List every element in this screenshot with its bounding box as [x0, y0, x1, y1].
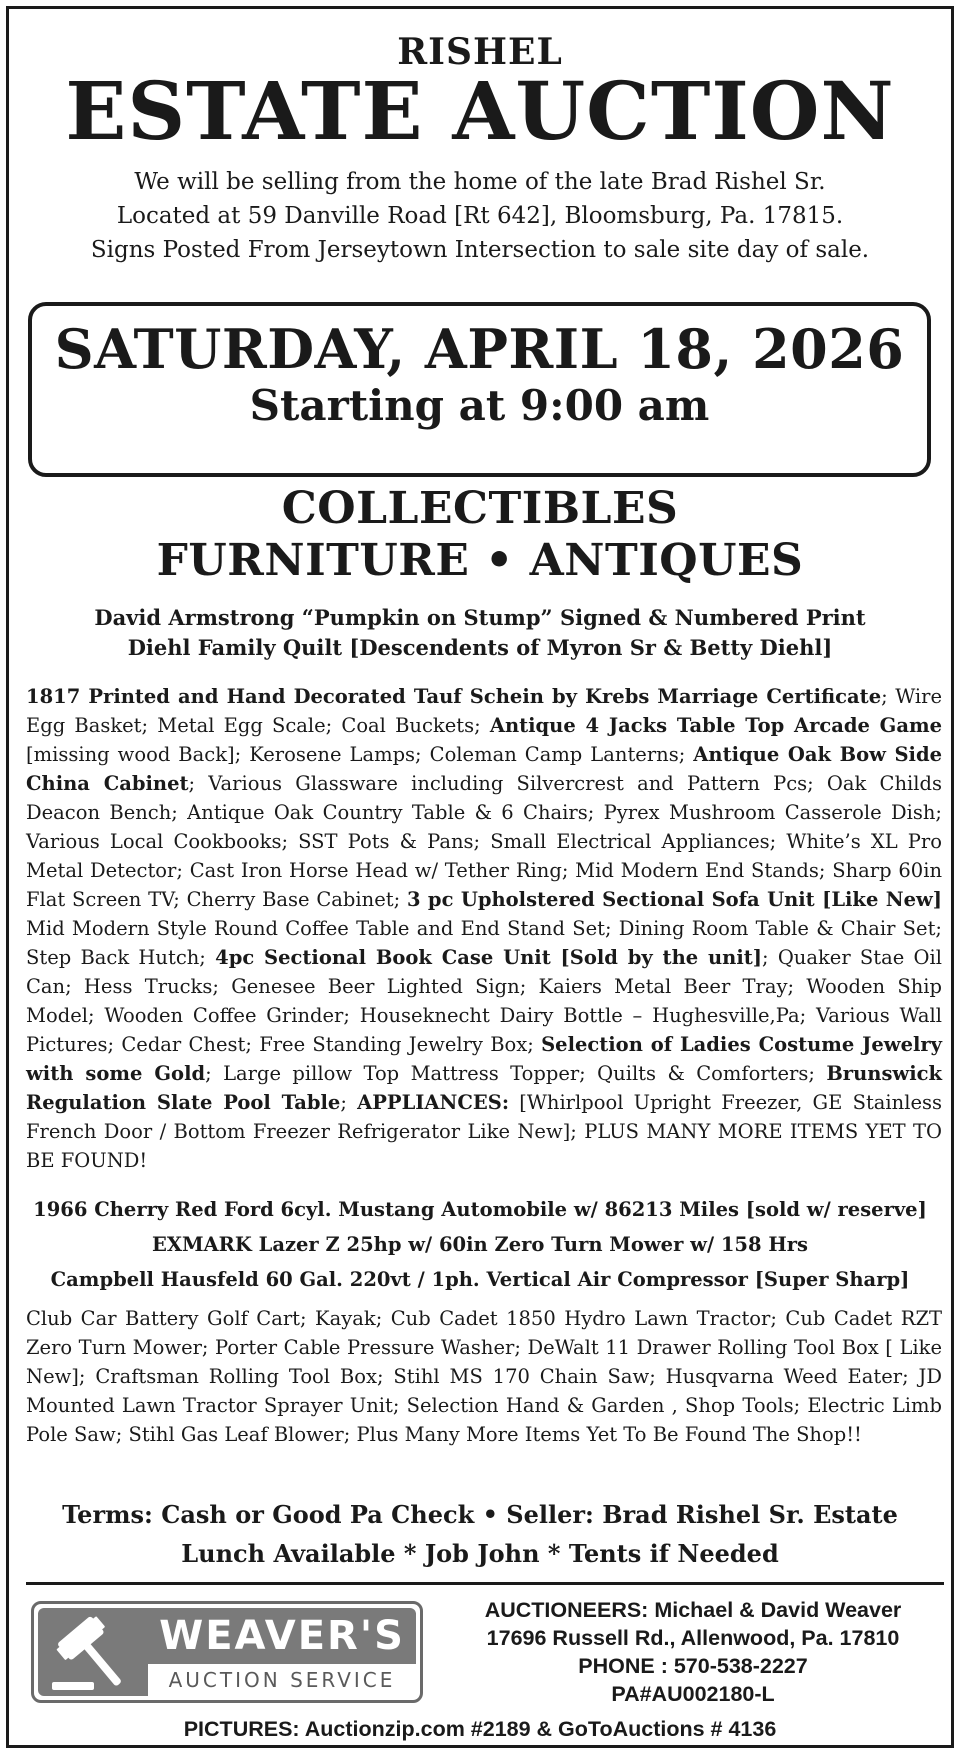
family-name: RISHEL [397, 31, 563, 73]
highlight-item: Antique Oak Bow Side China Cabinet [26, 743, 942, 795]
vehicle-item: EXMARK Lazer Z 25hp w/ 60in Zero Turn Mower w/ 158 Hrs [151, 1233, 809, 1256]
item-text: [Whirlpool Upright Freezer, GE Stainless French Door / Bottom Freezer Refrigerator Like New]; PLUS MANY MORE ITEMS YET TO BE FOUND! [26, 1091, 942, 1172]
gavel-icon [44, 1612, 142, 1694]
terms-line: Terms: Cash or Good Pa Check • Seller: Brad Rishel Sr. Estate [62, 1500, 898, 1529]
sale-time: Starting at 9:00 am [249, 381, 710, 431]
vehicle-item: Campbell Hausfeld 60 Gal. 220vt / 1ph. Vertical Air Compressor [Super Sharp] [50, 1268, 910, 1291]
auctioneer-phone: PHONE : 570-538-2227 [578, 1654, 808, 1678]
highlight-item: 4pc Sectional Book Case Unit [Sold by the unit] [215, 946, 762, 969]
featured-items [9, 603, 951, 663]
divider [26, 1582, 944, 1585]
auctioneer-address: 17696 Russell Rd., Allenwood, Pa. 17810 [486, 1626, 900, 1650]
highlight-item: 3 pc Upholstered Sectional Sofa Unit [Like New] [406, 888, 942, 911]
item-text: ; Wire Egg Basket; Metal Egg Scale; Coal Buckets; [26, 685, 942, 737]
highlight-item: Selection of Ladies Costume Jewelry with some Gold [26, 1033, 942, 1085]
featured-item: Diehl Family Quilt [Descendents of Myron Sr & Betty Diehl] [127, 635, 833, 660]
page-title: ESTATE AUCTION [65, 64, 895, 158]
item-text: ; Large pillow Top Mattress Topper; Quilts & Comforters; [205, 1062, 827, 1085]
terms-section [9, 1495, 951, 1573]
category-line: COLLECTIBLES [281, 483, 679, 534]
item-text: ; [340, 1091, 358, 1114]
highlight-item: Antique 4 Jacks Table Top Arcade Game [489, 714, 943, 737]
category-heading [9, 483, 951, 587]
vehicle-equipment-list [9, 1192, 951, 1297]
item-text: Mid Modern Style Round Coffee Table and End Stand Set; Dining Room Table & Chair Set; Step Back Hutch; [26, 917, 942, 969]
logo-subtitle: AUCTION SERVICE [168, 1668, 396, 1692]
info-line: Located at 59 Danville Road [Rt 642], Bloomsburg, Pa. 17815. [116, 203, 844, 229]
info-line: Signs Posted From Jerseytown Intersection to sale site day of sale. [90, 237, 870, 263]
pictures-info: PICTURES: Auctionzip.com #2189 & GoToAuctions # 4136 [183, 1717, 777, 1741]
weavers-logo [31, 1601, 423, 1703]
item-text: ; Various Glassware including Silvercrest and Pattern Pcs; Oak Childs Deacon Bench; Antique Oak Country Table & 6 Chairs; Pyrex Mushroom Casserole Dish; Various Local Cookbooks; SST Pots & Pans; Small Electrical Appliances; White’s XL Pro Metal Detector; Cast Iron Horse Head w/ Tether Ring; Mid Modern End Stands; Sharp 60in Flat Screen TV; Cherry Base Cabinet; [26, 772, 942, 911]
highlight-item: Brunswick Regulation Slate Pool Table [26, 1062, 942, 1114]
featured-item: David Armstrong “Pumpkin on Stump” Signed & Numbered Print [94, 605, 866, 630]
item-text: ; Quaker Stae Oil Can; Hess Trucks; Genesee Beer Lighted Sign; Kaiers Metal Beer Tray; Wooden Ship Model; Wooden Coffee Grinder; Houseknecht Dairy Bottle – Hughesville,Pa; Various Wall Pictures; Cedar Chest; Free Standing Jewelry Box; [26, 946, 942, 1056]
highlight-item: APPLIANCES: [357, 1091, 510, 1114]
highlight-item: 1817 Printed and Hand Decorated Tauf Schein by Krebs Marriage Certificate [26, 685, 882, 708]
auctioneer-names: AUCTIONEERS: Michael & David Weaver [484, 1598, 902, 1622]
sale-date: SATURDAY, APRIL 18, 2026 [54, 317, 905, 381]
auctioneer-license: PA#AU002180-L [611, 1682, 775, 1706]
vehicle-item: 1966 Cherry Red Ford 6cyl. Mustang Automobile w/ 86213 Miles [sold w/ reserve] [33, 1198, 927, 1221]
auctioneer-info [433, 1596, 953, 1708]
item-text: [missing wood Back]; Kerosene Lamps; Coleman Camp Lanterns; [26, 743, 694, 766]
info-line: We will be selling from the home of the late Brad Rishel Sr. [134, 169, 826, 195]
date-box [28, 302, 931, 477]
sale-location-info [9, 165, 951, 267]
amenities-line: Lunch Available * Job John * Tents if Needed [181, 1539, 779, 1568]
logo-name: WEAVER'S [159, 1613, 405, 1659]
category-line: FURNITURE • ANTIQUES [156, 535, 804, 586]
household-item-list [26, 682, 942, 1175]
auction-flyer [6, 6, 954, 1748]
shop-item-list: Club Car Battery Golf Cart; Kayak; Cub Cadet 1850 Hydro Lawn Tractor; Cub Cadet RZT Zero Turn Mower; Porter Cable Pressure Washer; DeWalt 11 Drawer Rolling Tool Box [ Like New]; Craftsman Rolling Tool Box; Stihl MS 170 Chain Saw; Husqvarna Weed Eater; JD Mounted Lawn Tractor Sprayer Unit; Selection Hand & Garden , Shop Tools; Electric Limb Pole Saw; Stihl Gas Leaf Blower; Plus Many More Items Yet To Be Found The Shop!! [26, 1307, 942, 1446]
